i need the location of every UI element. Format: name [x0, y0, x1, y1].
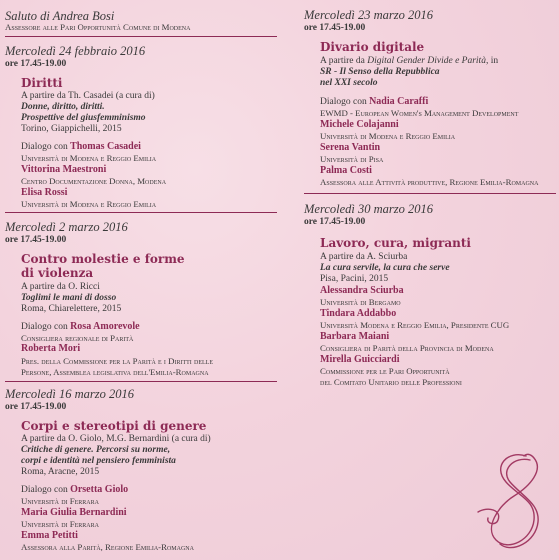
event-book-subtitle: nel XXI secolo [320, 78, 378, 88]
event-title-line2: di violenza [21, 266, 94, 280]
speaker-affiliation: Università Modena e Reggio Emilia, Presidente CUG [320, 320, 510, 330]
decorative-flourish-icon [474, 448, 554, 558]
speaker-name: Emma Petitti [21, 530, 78, 541]
divider [5, 36, 277, 37]
event-book: Donne, diritto, diritti. [21, 102, 105, 112]
speaker-name: Maria Giulia Bernardini [21, 507, 127, 518]
speaker-affiliation: EWMD - European Women's Management Development [320, 108, 519, 118]
event-time: ore 17.45-19.00 [5, 402, 67, 412]
speaker-name: Mirella Guicciardi [320, 354, 400, 365]
event-time: ore 17.45-19.00 [304, 217, 366, 227]
speaker-name: Elisa Rossi [21, 187, 68, 198]
event-book: La cura servile, la cura che serve [320, 263, 450, 273]
speaker-name: Palma Costi [320, 165, 372, 176]
greeting-title: Saluto di Andrea Bosi [5, 9, 115, 23]
speaker-affiliation: Università di Ferrara [21, 496, 99, 506]
event-time: ore 17.45-19.00 [304, 23, 366, 33]
speaker-affiliation: Assessora alle Attività produttive, Regione Emilia-Romagna [320, 177, 539, 187]
event-title: Diritti [21, 76, 63, 90]
speaker-name: Thomas Casadei [70, 141, 141, 152]
event-date: Mercoledì 24 febbraio 2016 [5, 44, 146, 58]
event-date: Mercoledì 16 marzo 2016 [5, 387, 135, 401]
speaker-affiliation: Università di Bergamo [320, 297, 401, 307]
speaker-affiliation: Consigliera regionale di Parità [21, 333, 134, 343]
speaker-name: Serena Vantin [320, 142, 381, 153]
speaker-affiliation-line2: del Comitato Unitario delle Professioni [320, 377, 462, 387]
event-source: A partire da Digital Gender Divide e Parità, in [320, 56, 499, 66]
speaker-affiliation: Università di Modena e Reggio Emilia [21, 199, 157, 209]
event-source: A partire da O. Giolo, M.G. Bernardini (a cura di) [21, 434, 211, 444]
event-book: SR - Il Senso della Repubblica [320, 67, 440, 77]
event-book-subtitle: Prospettive del giusfemminismo [21, 113, 146, 123]
speaker-name: Rosa Amorevole [70, 321, 140, 332]
event-publisher: Torino, Giappichelli, 2015 [21, 124, 122, 134]
speaker-affiliation: Università di Ferrara [21, 519, 99, 529]
event-publisher: Roma, Aracne, 2015 [21, 467, 100, 477]
speaker-name: Michele Colajanni [320, 119, 399, 130]
greeting-role: Assessore alle Pari Opportunità Comune di Modena [5, 22, 191, 32]
event-title: Divario digitale [320, 40, 425, 54]
speaker-affiliation: Centro Documentazione Donna, Modena [21, 176, 167, 186]
speaker-affiliation: Università di Modena e Reggio Emilia [21, 153, 157, 163]
event-date: Mercoledì 30 marzo 2016 [304, 202, 434, 216]
event-source: A partire da A. Sciurba [320, 252, 408, 262]
divider [5, 381, 277, 382]
speaker-name: Nadia Caraffi [369, 96, 429, 107]
speaker-affiliation: Università di Pisa [320, 154, 384, 164]
event-source: A partire da O. Ricci [21, 282, 100, 292]
event-date: Mercoledì 2 marzo 2016 [5, 220, 128, 234]
speaker-affiliation: Commissione per le Pari Opportunità [320, 366, 450, 376]
event-time: ore 17.45-19.00 [5, 235, 67, 245]
event-book: Toglimi le mani di dosso [21, 293, 117, 303]
speaker-affiliation: Università di Modena e Reggio Emilia [320, 131, 456, 141]
event-source: A partire da Th. Casadei (a cura di) [21, 91, 155, 101]
speaker-line: Dialogo con Nadia Caraffi [320, 96, 429, 107]
speaker-name: Tindara Addabbo [320, 308, 397, 319]
speaker-name: Alessandra Sciurba [320, 285, 404, 296]
divider [304, 193, 556, 194]
speaker-affiliation: Consigliera di Parità della Provincia di Modena [320, 343, 494, 353]
event-title: Corpi e stereotipi di genere [21, 419, 207, 433]
event-title: Contro molestie e forme [21, 252, 185, 266]
speaker-name: Roberta Mori [21, 343, 81, 354]
speaker-line: Dialogo con Thomas Casadei [21, 141, 141, 152]
event-publisher: Pisa, Pacini, 2015 [320, 274, 389, 284]
speaker-name: Barbara Maiani [320, 331, 390, 342]
divider [5, 212, 277, 213]
speaker-affiliation: Pres. della Commissione per la Parità e i Diritti delle [21, 356, 213, 366]
speaker-line: Dialogo con Rosa Amorevole [21, 321, 140, 332]
event-title: Lavoro, cura, migranti [320, 236, 471, 250]
event-book: Critiche di genere. Percorsi su norme, [21, 445, 171, 455]
speaker-affiliation: Assessora alla Parità, Regione Emilia-Romagna [21, 542, 194, 552]
speaker-name: Orsetta Giolo [70, 484, 129, 495]
speaker-affiliation-line2: Persone, Assemblea legislativa dell'Emilia-Romagna [21, 367, 209, 377]
event-time: ore 17.45-19.00 [5, 59, 67, 69]
event-publisher: Roma, Chiarelettere, 2015 [21, 304, 122, 314]
speaker-name: Vittorina Maestroni [21, 164, 107, 175]
event-date: Mercoledì 23 marzo 2016 [304, 8, 434, 22]
event-book-subtitle: corpi e identità nel pensiero femminista [21, 456, 176, 466]
speaker-line: Dialogo con Orsetta Giolo [21, 484, 129, 495]
